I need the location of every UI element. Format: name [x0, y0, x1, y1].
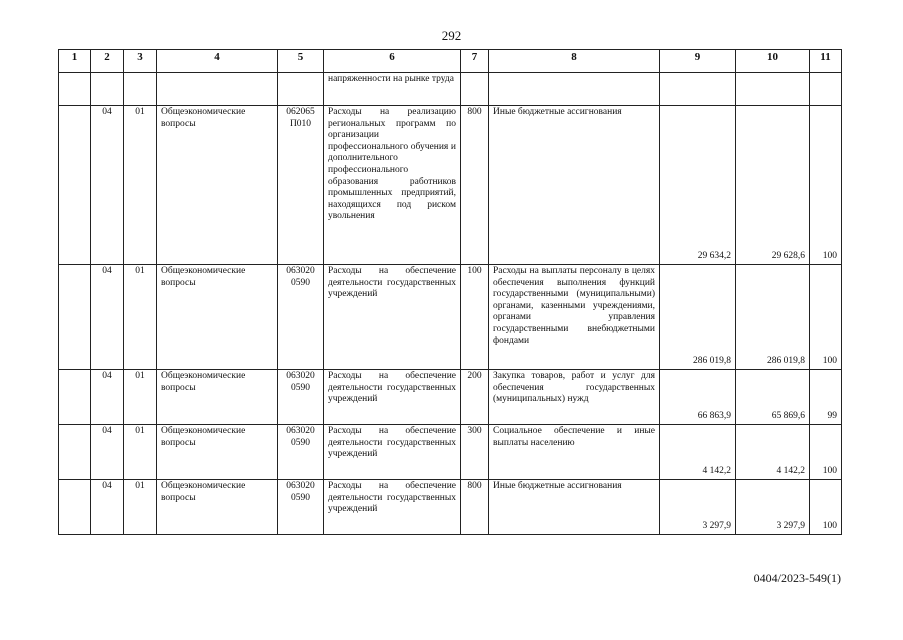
cell	[461, 73, 489, 106]
header-row	[59, 50, 842, 73]
col-header: 7	[461, 50, 489, 73]
expense-type-code: 800	[461, 480, 489, 535]
target-article-code: 063020 0590	[278, 480, 324, 535]
section-name: Общеэкономические вопросы	[157, 265, 278, 370]
table-row	[59, 265, 842, 370]
cell	[157, 73, 278, 106]
subsection-code: 01	[124, 265, 157, 370]
cell	[59, 106, 91, 265]
page-number: 292	[441, 28, 462, 43]
table-row	[59, 370, 842, 425]
target-article-code: 063020 0590	[278, 370, 324, 425]
expense-description: Расходы на обеспечение деятельности государственных учреждений	[324, 265, 461, 370]
execution-percent: 100	[810, 425, 842, 480]
subsection-code: 01	[124, 480, 157, 535]
expense-description: Расходы на обеспечение деятельности государственных учреждений	[324, 370, 461, 425]
expense-type-name: Закупка товаров, работ и услуг для обеспечения государственных (муниципальных) нужд	[489, 370, 660, 425]
execution-percent: 100	[810, 265, 842, 370]
section-code: 04	[91, 265, 124, 370]
table-row	[59, 73, 842, 106]
execution-percent: 100	[810, 480, 842, 535]
actual-amount: 29 628,6	[736, 106, 810, 265]
expense-type-code: 100	[461, 265, 489, 370]
subsection-code: 01	[124, 425, 157, 480]
planned-amount: 286 019,8	[660, 265, 736, 370]
cell	[660, 73, 736, 106]
cell	[59, 73, 91, 106]
expense-type-code: 800	[461, 106, 489, 265]
expense-description: Расходы на обеспечение деятельности государственных учреждений	[324, 425, 461, 480]
expense-type-code: 300	[461, 425, 489, 480]
cell	[59, 265, 91, 370]
col-header: 11	[810, 50, 842, 73]
col-header: 9	[660, 50, 736, 73]
expense-type-name: Иные бюджетные ассигнования	[489, 106, 660, 265]
target-article-code: 062065 П010	[278, 106, 324, 265]
target-article-code: 063020 0590	[278, 265, 324, 370]
section-name: Общеэкономические вопросы	[157, 370, 278, 425]
cell	[91, 73, 124, 106]
expense-description: напряженности на рынке труда	[324, 73, 461, 106]
cell	[124, 73, 157, 106]
section-code: 04	[91, 106, 124, 265]
table-row	[59, 425, 842, 480]
section-name: Общеэкономические вопросы	[157, 425, 278, 480]
actual-amount: 4 142,2	[736, 425, 810, 480]
section-code: 04	[91, 480, 124, 535]
cell	[59, 480, 91, 535]
col-header: 6	[324, 50, 461, 73]
planned-amount: 66 863,9	[660, 370, 736, 425]
expense-type-code: 200	[461, 370, 489, 425]
col-header: 4	[157, 50, 278, 73]
actual-amount: 286 019,8	[736, 265, 810, 370]
execution-percent: 99	[810, 370, 842, 425]
planned-amount: 29 634,2	[660, 106, 736, 265]
col-header: 8	[489, 50, 660, 73]
col-header: 3	[124, 50, 157, 73]
section-code: 04	[91, 370, 124, 425]
col-header: 10	[736, 50, 810, 73]
planned-amount: 4 142,2	[660, 425, 736, 480]
cell	[489, 73, 660, 106]
actual-amount: 3 297,9	[736, 480, 810, 535]
budget-table	[58, 49, 842, 535]
section-name: Общеэкономические вопросы	[157, 480, 278, 535]
planned-amount: 3 297,9	[660, 480, 736, 535]
cell	[736, 73, 810, 106]
col-header: 1	[59, 50, 91, 73]
section-code: 04	[91, 425, 124, 480]
table-row	[59, 106, 842, 265]
cell	[810, 73, 842, 106]
expense-description: Расходы на обеспечение деятельности государственных учреждений	[324, 480, 461, 535]
expense-type-name: Расходы на выплаты персоналу в целях обеспечения выполнения функций государственными (муниципальными) органами, казенными учреждениями, органами управления государственными внебюджетными фондами	[489, 265, 660, 370]
expense-description: Расходы на реализацию региональных программ по организации профессионального обучения и дополнительного профессионального образования работников промышленных предприятий, находящихся под риском увольнения	[324, 106, 461, 265]
cell	[59, 370, 91, 425]
expense-type-name: Социальное обеспечение и иные выплаты населению	[489, 425, 660, 480]
col-header: 5	[278, 50, 324, 73]
execution-percent: 100	[810, 106, 842, 265]
document-id: 0404/2023-549(1)	[753, 571, 841, 585]
table-row	[59, 480, 842, 535]
actual-amount: 65 869,6	[736, 370, 810, 425]
target-article-code: 063020 0590	[278, 425, 324, 480]
section-name: Общеэкономические вопросы	[157, 106, 278, 265]
col-header: 2	[91, 50, 124, 73]
cell	[59, 425, 91, 480]
subsection-code: 01	[124, 370, 157, 425]
cell	[278, 73, 324, 106]
subsection-code: 01	[124, 106, 157, 265]
expense-type-name: Иные бюджетные ассигнования	[489, 480, 660, 535]
